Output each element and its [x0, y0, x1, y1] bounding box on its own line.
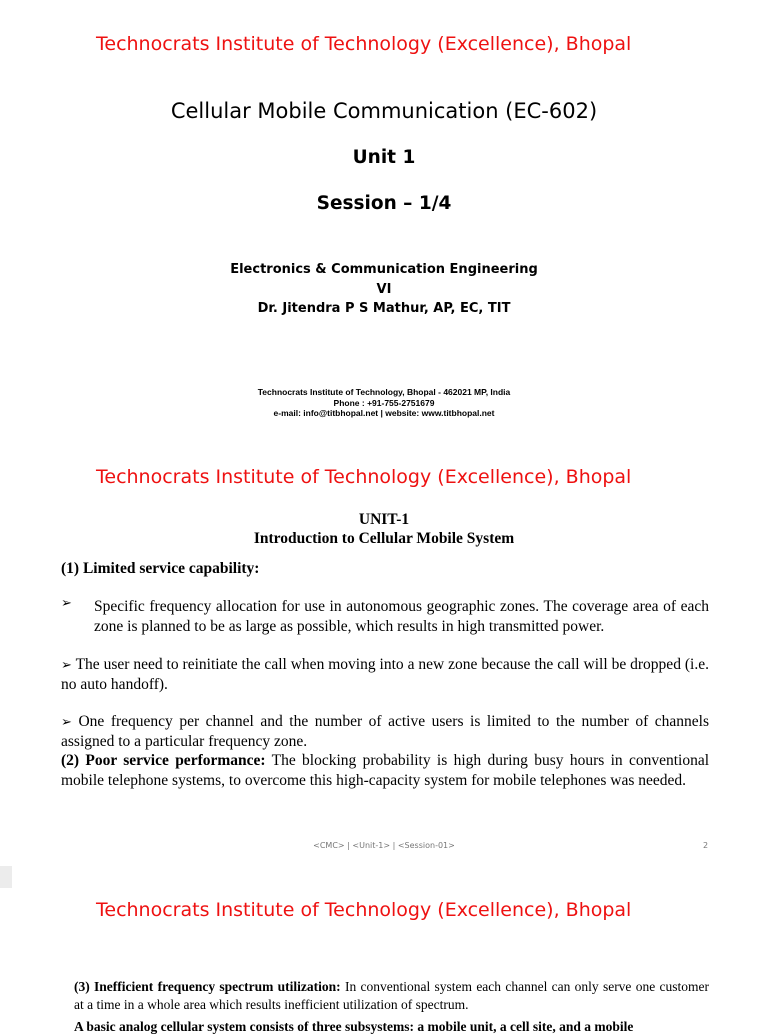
bullet-3	[61, 712, 709, 751]
address: Technocrats Institute of Technology, Bhopal - 462021 MP, India	[257, 387, 511, 397]
unit-label: Unit 1	[352, 147, 416, 168]
bullet-arrow-icon: ➢	[61, 596, 72, 611]
page-number: 2	[703, 841, 709, 850]
unit-heading: UNIT-1	[358, 511, 410, 528]
point3-heading: (3) Inefficient frequency spectrum utilization:	[74, 979, 341, 994]
bullet-2-text: The user need to reinitiate the call when moving into a new zone because the call will be dropped (i.e. no auto handoff).	[61, 656, 709, 693]
institute-title: Technocrats Institute of Technology (Excellence), Bhopal	[96, 33, 632, 55]
session-label: Session – 1/4	[316, 193, 452, 214]
phone: Phone : +91-755-2751679	[333, 397, 435, 408]
point3	[74, 978, 709, 1013]
course-title: Cellular Mobile Communication (EC-602)	[170, 99, 598, 123]
bullet-1: Specific frequency allocation for use in autonomous geographic zones. The coverage area of each zone is planned to be as large as possible, which results in high transmitted power.	[94, 598, 709, 635]
bullet-arrow-icon: ➢	[61, 714, 72, 729]
topic-heading: Introduction to Cellular Mobile System	[253, 530, 515, 547]
bullet-2	[61, 655, 709, 694]
department-name: Electronics & Communication Engineering	[230, 262, 538, 277]
bullet-arrow-icon: ➢	[61, 657, 72, 672]
institute-title: Technocrats Institute of Technology (Excellence), Bhopal	[96, 899, 632, 921]
bullet-3-text: One frequency per channel and the number of active users is limited to the number of channels assigned to a particular frequency zone.	[61, 713, 710, 750]
cutoff-line: A basic analog cellular system consists of three subsystems: a mobile unit, a cell site, and a mobile	[74, 1019, 634, 1034]
contact-block	[0, 387, 768, 419]
point2	[61, 751, 709, 790]
email-website: e-mail: info@titbhopal.net | website: www.titbhopal.net	[273, 408, 495, 418]
point3-text: In conventional system each channel can only serve one customer at a time in a whole area which results inefficient utilization of spectrum.	[74, 979, 709, 1012]
faculty-name: Dr. Jitendra P S Mathur, AP, EC, TIT	[257, 301, 511, 316]
slide-footer: <CMC> | <Unit-1> | <Session-01>	[313, 841, 455, 850]
department-block	[0, 260, 768, 319]
side-tab[interactable]	[0, 866, 12, 888]
point2-text: The blocking probability is high during busy hours in conventional mobile telephone systems, to overcome this high-capacity system for mobile telephones was needed.	[61, 752, 710, 789]
semester: VI	[376, 281, 392, 297]
point1-heading: (1) Limited service capability:	[61, 560, 260, 577]
institute-title: Technocrats Institute of Technology (Excellence), Bhopal	[96, 466, 632, 488]
point2-heading: (2) Poor service performance:	[61, 752, 266, 769]
